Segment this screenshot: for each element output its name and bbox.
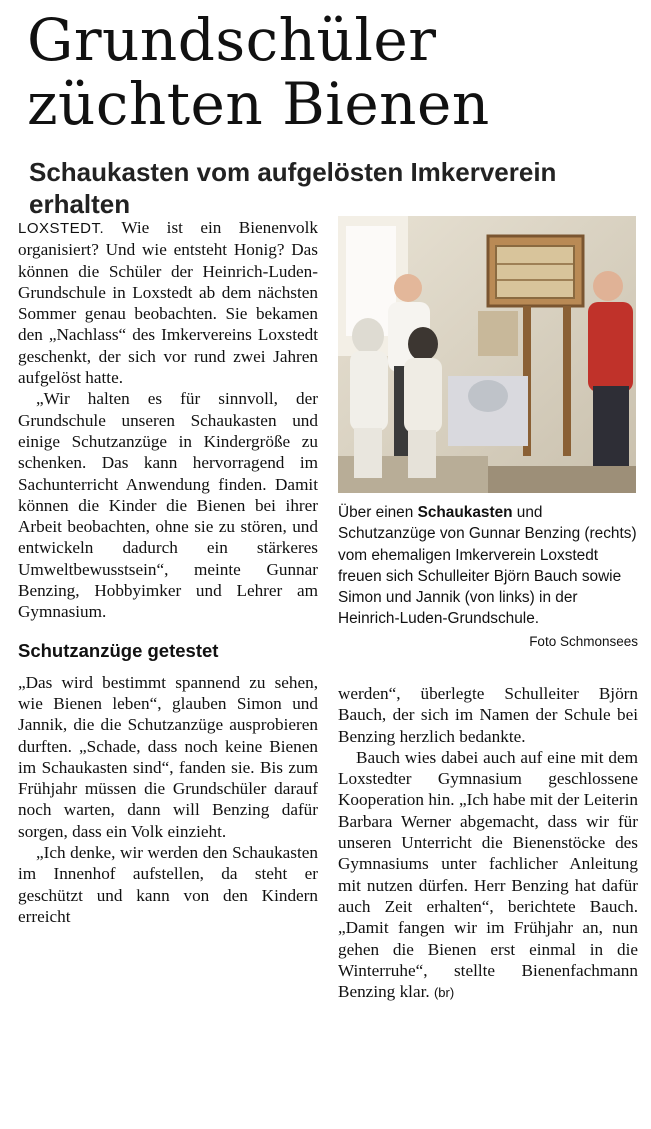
paragraph-1 [18,217,318,388]
author-signoff: (br) [433,985,455,1001]
paragraph-4: „Ich denke, wir werden den Schaukasten im Innenhof aufstellen, da steht er geschützt und kann von den Kindern erreicht [18,843,318,926]
headline-line-1: Grundschüler [27,6,437,74]
paragraph-5-text: Bauch wies dabei auch auf eine mit dem Loxstedter Gymnasium geschlossene Kooperation hin. „Ich habe mit der Leiterin Barbara Werner abgemacht, dass wir für unseren Unterricht die Bienenstöcke des Gymnasiums unter fachlicher Anleitung mit nutzen dürfen. Herr Benzing hat dafür auch Zeit erhalten“, berichtete Bauch. „Damit fangen wir im Frühjahr an, nun gehen die Bienen erst einmal in die Winterruhe“, stellte Bienenfachmann Benzing klar. [338,747,638,1002]
paragraph-5 [338,747,638,1004]
paragraph-2: „Wir halten es für sinnvoll, der Grundschule unseren Schaukasten und einige Schutzanzüge in Kindergröße zu schenken. Das kann hervorragend im Sachunterricht Anwendung finden. Damit können die Kinder die Bienen bei ihrer Arbeit beobachten, ohne sie zu stören, und entwickeln dadurch ein stärkeres Umweltbewusstsein“, meinte Gunnar Benzing, Hobbyimker und Lehrer am Gymnasium. [18,389,318,622]
subheadline: Schaukasten vom aufgelösten Imkerverein erhalten [29,157,557,219]
headline [27,8,637,136]
caption-lead: Über einen [338,504,418,521]
article-column-left [18,217,318,927]
photo-illustration [338,216,636,493]
dateline: LOXSTEDT. [18,220,105,237]
article-photo [338,216,636,493]
photo-caption [338,502,638,652]
crosshead: Schutzanzüge getestet [18,639,219,661]
paragraph-4-continued: werden“, überlegte Schulleiter Björn Bauch, der sich im Namen der Schule bei Benzing herzlich bedankte. [338,684,638,746]
paragraph-3: „Das wird bestimmt spannend zu sehen, wie Bienen leben“, glauben Simon und Jannik, die die Schutzanzüge ausprobieren durften. „Schade, dass noch keine Bienen im Schaukasten sind“, fanden sie. Bis zum Frühjahr müssen die Grundschüler darauf noch warten, dann will Benzing dafür sorgen, dass ein Volk einzieht. [18,672,318,841]
article-column-right [338,683,638,1003]
caption-bold: Schaukasten [417,504,513,521]
photo-credit: Foto Schmonsees [529,633,638,649]
caption-text: und Schutzanzüge von Gunnar Benzing (rechts) vom ehemaligen Imkerverein Loxstedt freuen sich Schulleiter Björn Bauch sowie Simon und Jannik (von links) in der Heinrich-Luden-Grundschule. [338,504,637,628]
headline-line-2: züchten Bienen [27,70,490,138]
paragraph-1-text: Wie ist ein Bienenvolk organisiert? Und wie entsteht Honig? Das können die Schüler der Heinrich-Luden-Grundschule in Loxstedt ab dem nächsten Sommer genau beobachten. Sie bekamen den „Nachlass“ des Imkervereins Loxstedt geschenkt, der sich vor rund zwei Jahren aufgelöst hatte. [18,218,318,388]
